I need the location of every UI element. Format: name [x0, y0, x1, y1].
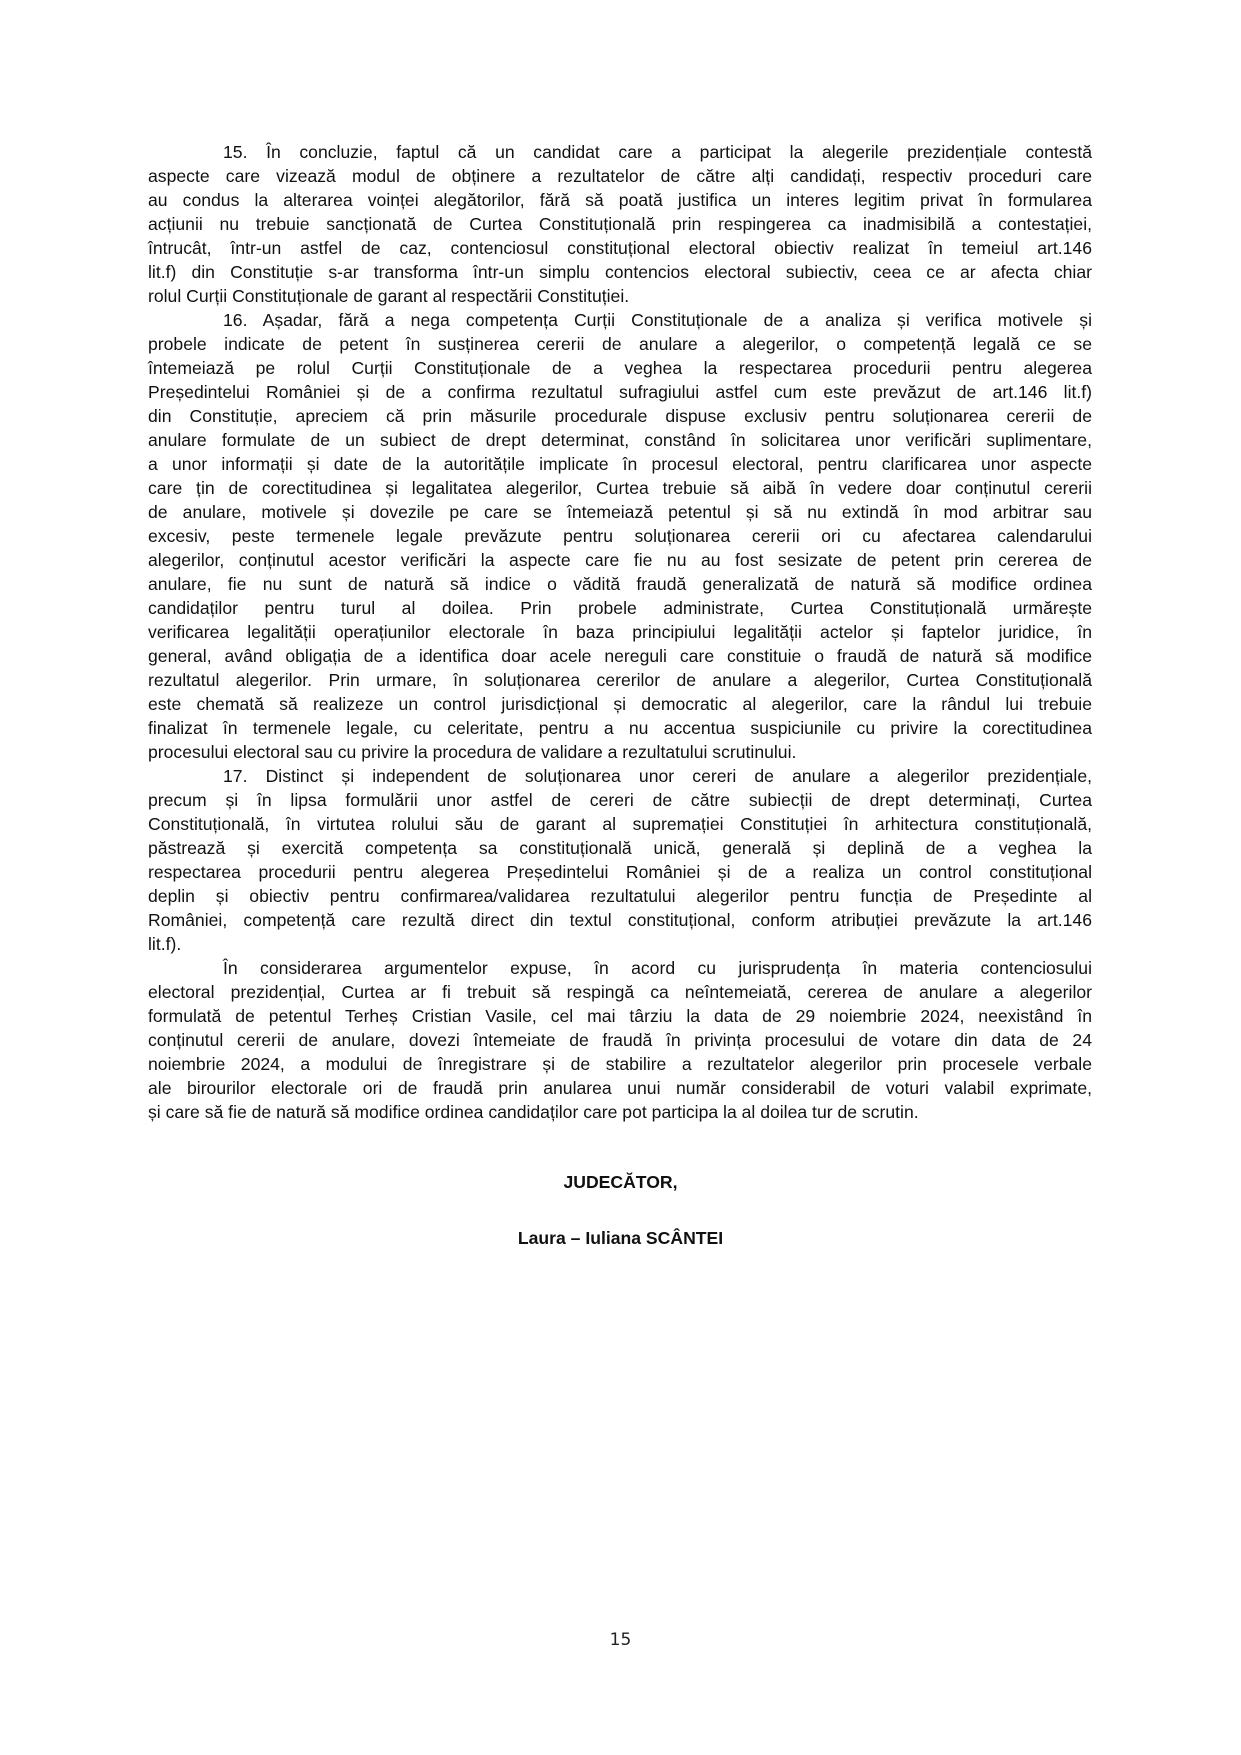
text-line: 15. În concluzie, faptul că un candidat care a participat la alegerile prezidențiale contestă — [223, 142, 1092, 162]
text-line: precum și în lipsa formulării unor astfel de cereri de către subiecții de drept determinați, Curtea — [148, 790, 1092, 810]
signature-title: JUDECĂTOR, — [563, 1172, 678, 1192]
text-line: conținutul cererii de anulare, dovezi întemeiate de fraudă în privința procesului de votare din data de 24 — [148, 1030, 1092, 1050]
text-line: general, având obligația de a identifica doar acele nereguli care constituie o fraudă de natură să modifice — [148, 646, 1092, 666]
paragraph-17 — [148, 764, 1092, 956]
text-line: noiembrie 2024, a modului de înregistrare și de stabilire a rezultatelor alegerilor prin procesele verbale — [148, 1054, 1092, 1074]
text-line: rolul Curții Constituționale de garant al respectării Constituției. — [148, 286, 630, 306]
text-line: din Constituție, apreciem că prin măsurile procedurale dispuse exclusiv pentru soluționarea cererii de — [148, 406, 1092, 426]
text-line: deplin și obiectiv pentru confirmarea/validarea rezultatului alegerilor pentru funcția de Președinte al — [148, 886, 1092, 906]
text-line: finalizat în termenele legale, cu celeritate, pentru a nu accentua suspiciunile cu privire la corectitudinea — [148, 718, 1092, 738]
text-line: 16. Așadar, fără a nega competența Curții Constituționale de a analiza și verifica motivele și — [223, 310, 1092, 330]
text-line: Constituțională, în virtutea rolului său de garant al supremației Constituției în arhitectura constituțională, — [148, 814, 1092, 834]
text-line: și care să fie de natură să modifice ordinea candidaților care pot participa la al doilea tur de scrutin. — [148, 1102, 919, 1122]
text-line: întemeiază pe rolul Curții Constituționale de a veghea la respectarea procedurii pentru alegerea — [148, 358, 1092, 378]
text-line: întrucât, într-un astfel de caz, contenciosul constituțional electoral obiectiv realizat în temeiul art.146 — [148, 238, 1092, 258]
text-line: procesului electoral sau cu privire la procedura de validare a rezultatului scrutinului. — [148, 742, 797, 762]
text-line: aspecte care vizează modul de obținere a rezultatelor de către alți candidați, respectiv proceduri care — [148, 166, 1092, 186]
paragraph-conclusion — [148, 956, 1092, 1124]
text-line: României, competență care rezultă direct din textul constituțional, conform atribuției prevăzute la art.146 — [148, 910, 1092, 930]
page-number: 15 — [609, 1630, 632, 1650]
text-line: În considerarea argumentelor expuse, în acord cu jurisprudența în materia contenciosului — [223, 958, 1092, 978]
text-line: candidaților pentru turul al doilea. Prin probele administrate, Curtea Constituțională urmărește — [148, 598, 1092, 618]
paragraph-15 — [148, 140, 1092, 308]
text-line: anulare formulate de un subiect de drept determinat, constând în solicitarea unor verificări suplimentare, — [148, 430, 1092, 450]
text-line: probele indicate de petent în susținerea cererii de anulare a alegerilor, o competență legală ce se — [148, 334, 1092, 354]
signature-name: Laura – Iuliana SCÂNTEI — [517, 1228, 724, 1248]
text-line: lit.f) din Constituție s-ar transforma într-un simplu contencios electoral subiectiv, ceea ce ar afecta chiar — [148, 262, 1092, 282]
paragraph-16 — [148, 308, 1092, 764]
text-line: verificarea legalității operațiunilor electorale în baza principiului legalității actelor și faptelor juridice, în — [148, 622, 1092, 642]
text-line: alegerilor, conținutul acestor verificări la aspecte care fie nu au fost sesizate de petent prin cererea de — [148, 550, 1092, 570]
text-line: excesiv, peste termenele legale prevăzute pentru soluționarea cererii ori cu afectarea calendarului — [148, 526, 1092, 546]
body-text — [148, 140, 1092, 1124]
text-line: lit.f). — [148, 934, 182, 954]
text-line: 17. Distinct și independent de soluționarea unor cereri de anulare a alegerilor prezidențiale, — [223, 766, 1092, 786]
text-line: acțiunii nu trebuie sancționată de Curtea Constituțională prin respingerea ca inadmisibilă a contestației, — [148, 214, 1092, 234]
text-line: rezultatul alegerilor. Prin urmare, în soluționarea cererilor de anulare a alegerilor, Curtea Constituțională — [148, 670, 1092, 690]
text-line: electoral prezidențial, Curtea ar fi trebuit să respingă ca neîntemeiată, cererea de anulare a alegerilor — [148, 982, 1092, 1002]
text-line: respectarea procedurii pentru alegerea Președintelui României și de a realiza un control constituțional — [148, 862, 1092, 882]
text-line: de anulare, motivele și dovezile pe care se întemeiază petentul și să nu extindă în mod arbitrar sau — [148, 502, 1092, 522]
text-line: a unor informații și date de la autoritățile implicate în procesul electoral, pentru clarificarea unor aspecte — [148, 454, 1092, 474]
text-line: este chemată să realizeze un control jurisdicțional și democratic al alegerilor, care la rândul lui trebuie — [148, 694, 1092, 714]
text-line: anulare, fie nu sunt de natură să indice o vădită fraudă generalizată de natură să modifice ordinea — [148, 574, 1092, 594]
text-line: păstrează și exercită competența sa constituțională unică, generală și deplină de a veghea la — [148, 838, 1092, 858]
text-line: formulată de petentul Terheș Cristian Vasile, cel mai târziu la data de 29 noiembrie 2024, neexistând în — [148, 1006, 1092, 1026]
text-line: care țin de corectitudinea și legalitatea alegerilor, Curtea trebuie să aibă în vedere doar conținutul cererii — [148, 478, 1092, 498]
text-line: au condus la alterarea voinței alegătorilor, fără să poată justifica un interes legitim privat în formularea — [148, 190, 1092, 210]
text-line: ale birourilor electorale ori de fraudă prin anularea unui număr considerabil de voturi valabil exprimate, — [148, 1078, 1092, 1098]
text-line: Președintelui României și de a confirma rezultatul sufragiului astfel cum este prevăzut de art.146 lit.f) — [148, 382, 1092, 402]
